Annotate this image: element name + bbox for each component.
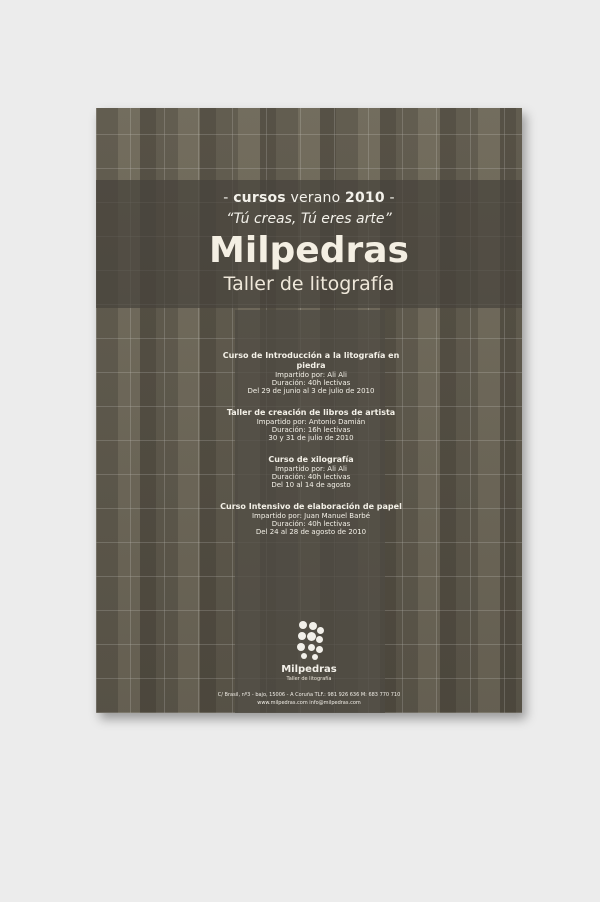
header-year: 2010 [345, 190, 385, 206]
course-teacher: Impartido por: Antonio Damián [256, 418, 366, 426]
course-dates: Del 24 al 28 de agosto de 2010 [255, 528, 367, 536]
footer-brand-name: Milpedras [281, 664, 337, 675]
course-duration: Duración: 40h lectivas [271, 473, 351, 481]
course-duration: Duración: 40h lectivas [271, 520, 351, 528]
course-title: Curso de Introducción a la litografía en piedra [222, 351, 400, 370]
course-title: Curso Intensivo de elaboración de papel [220, 502, 402, 511]
header-title: Milpedras [209, 230, 409, 271]
milpedras-logo-icon [296, 620, 326, 662]
course-item-3 [217, 455, 405, 489]
header-word-cursos: cursos [233, 190, 286, 206]
course-duration: Duración: 40h lectivas [271, 379, 351, 387]
footer-contact-line-1: C/ Brasil, nº3 - bajo, 15006 - A Coruña TLF.: 981 926 636 M: 683 770 710 [217, 692, 401, 698]
course-teacher: Impartido por: Juan Manuel Barbé [251, 512, 371, 520]
course-teacher: Impartido por: Ali Ali [275, 371, 347, 379]
header-line-1 [96, 190, 522, 206]
course-dates: 30 y 31 de julio de 2010 [268, 434, 354, 442]
header-slogan: “Tú creas, Tú eres arte” [226, 211, 392, 227]
header-word-verano: verano [285, 190, 346, 206]
course-dates: Del 10 al 14 de agosto [271, 481, 351, 489]
header-prefix: - [223, 190, 234, 206]
course-teacher: Impartido por: Ali Ali [275, 465, 347, 473]
course-title: Taller de creación de libros de artista [226, 408, 396, 417]
course-item-4 [217, 502, 405, 536]
poster [96, 108, 522, 713]
course-list [217, 351, 405, 549]
course-title: Curso de xilografía [268, 455, 354, 464]
course-duration: Duración: 16h lectivas [271, 426, 351, 434]
course-item-2 [217, 408, 405, 442]
course-dates: Del 29 de junio al 3 de julio de 2010 [247, 387, 375, 395]
footer-brand-subtitle: Taller de litografía [286, 676, 332, 682]
course-item-1 [217, 351, 405, 395]
footer-contact-line-2: www.milpedras.com info@milpedras.com [257, 700, 361, 706]
header-suffix: - [384, 190, 395, 206]
header-subtitle: Taller de litografía [223, 273, 395, 295]
